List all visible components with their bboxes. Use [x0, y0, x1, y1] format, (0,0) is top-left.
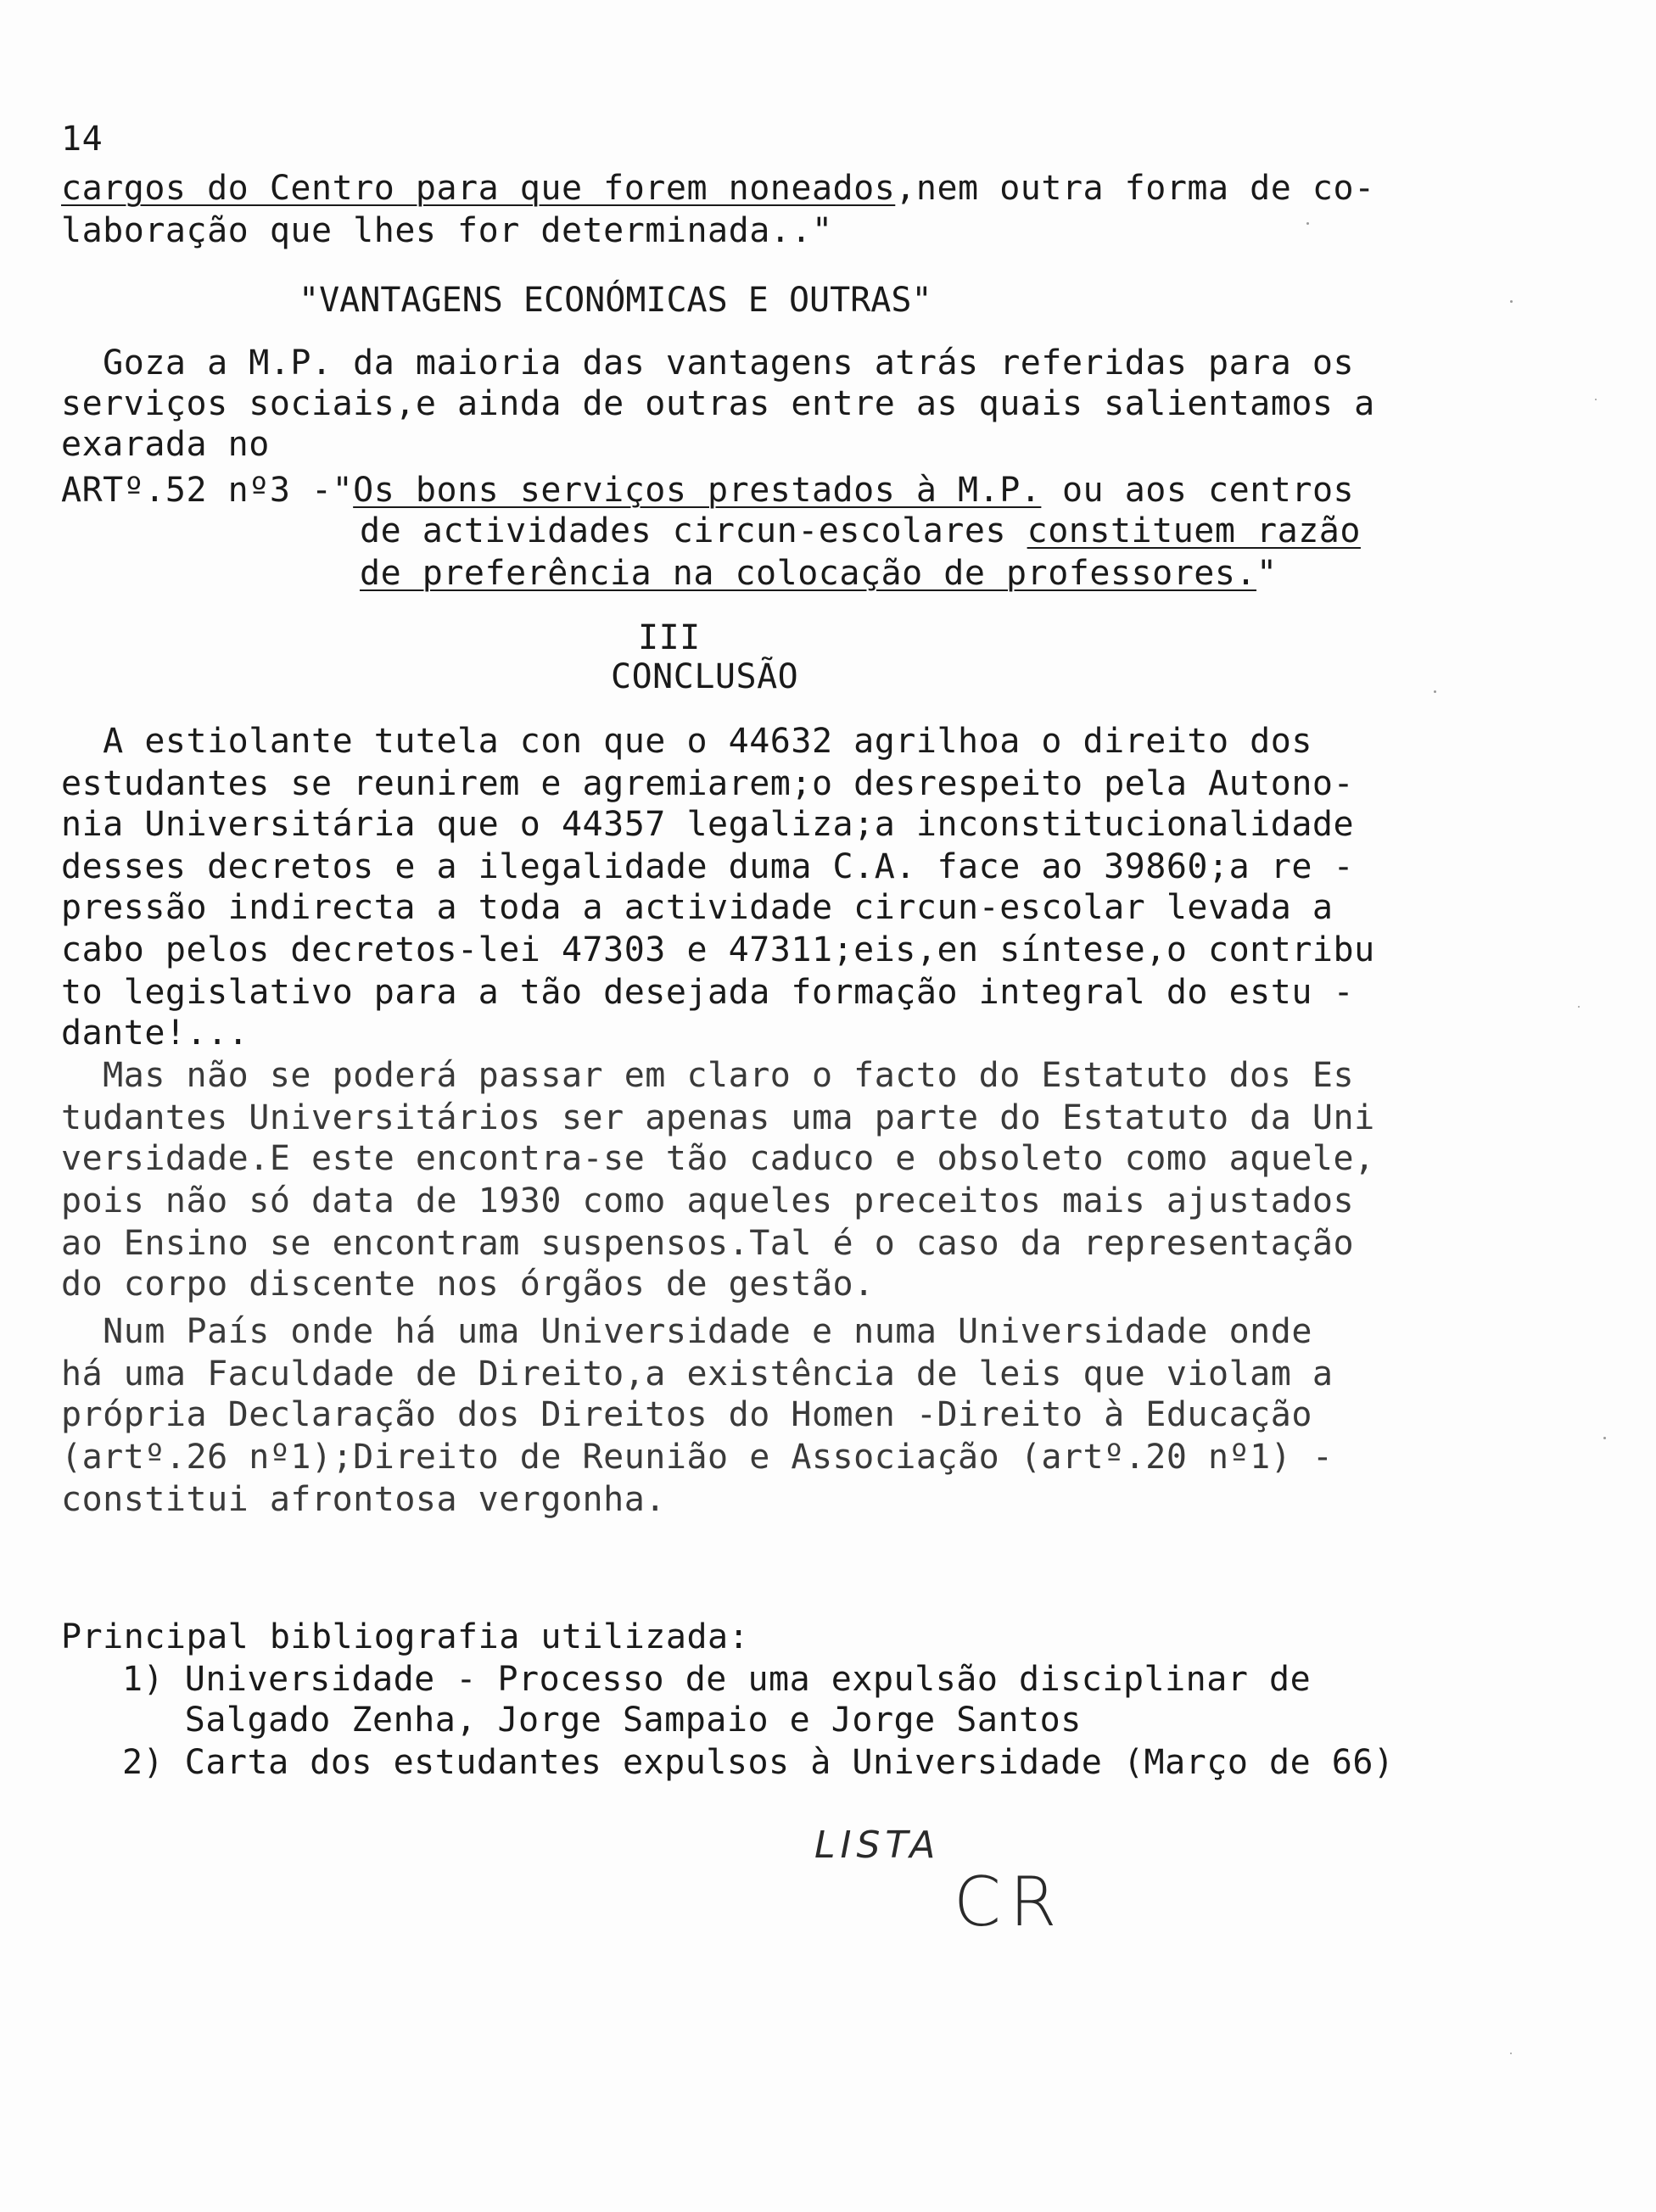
text-line: to legislativo para a tão desejada formação integral do estu - [61, 973, 1355, 1012]
text-line: pois não só data de 1930 como aqueles preceitos mais ajustados [61, 1181, 1355, 1221]
underlined-text: Os bons serviços prestados à M.P. [353, 471, 1042, 510]
text-line: Num País onde há uma Universidade e numa Universidade onde [61, 1312, 1312, 1351]
text-line: versidade.E este encontra-se tão caduco e obsoleto como aquele, [61, 1139, 1375, 1178]
page-number: 14 [61, 120, 104, 159]
underlined-text: constituem razão [1027, 511, 1361, 550]
text-line: serviços sociais,e ainda de outras entre as quais salientamos a [61, 384, 1375, 423]
text-line: tudantes Universitários ser apenas uma parte do Estatuto da Uni [61, 1098, 1375, 1137]
section-number: III [638, 618, 701, 657]
bibliography-item: 2) Carta dos estudantes expulsos à Universidade (Março de 66) [122, 1743, 1395, 1782]
scan-speck [1510, 2053, 1512, 2054]
scan-speck [1578, 1006, 1580, 1008]
article-ref: ARTº.52 nº3 -" [61, 471, 354, 510]
scan-speck [1603, 1437, 1606, 1439]
scan-speck [1434, 690, 1436, 693]
bibliography-title: Principal bibliografia utilizada: [61, 1617, 750, 1656]
handwritten-note: CR [954, 1863, 1066, 1941]
underlined-text: de preferência na colocação de professores. [360, 554, 1257, 593]
scan-speck [1510, 300, 1513, 303]
text-span: ,nem outra forma de co- [895, 169, 1375, 208]
text-line: Goza a M.P. da maioria das vantagens atrás referidas para os [61, 344, 1355, 383]
text-line: há uma Faculdade de Direito,a existência de leis que violam a [61, 1355, 1334, 1394]
text-line: constitui afrontosa vergonha. [61, 1480, 666, 1519]
text-line: estudantes se reunirem e agremiarem;o desrespeito pela Autono- [61, 764, 1355, 803]
bibliography-item: Salgado Zenha, Jorge Sampaio e Jorge Santos [122, 1701, 1082, 1740]
text-line: laboração que lhes for determinada.." [61, 211, 833, 250]
scan-speck [1306, 222, 1309, 225]
text-line: (artº.26 nº1);Direito de Reunião e Associação (artº.20 nº1) - [61, 1438, 1334, 1477]
text-line: do corpo discente nos órgãos de gestão. [61, 1265, 875, 1304]
text-line: própria Declaração dos Direitos do Homen -Direito à Educação [61, 1395, 1312, 1434]
text-line: nia Universitária que o 44357 legaliza;a inconstitucionalidade [61, 805, 1355, 844]
text-line: Mas não se poderá passar em claro o facto do Estatuto dos Es [61, 1056, 1355, 1095]
text-line: dante!... [61, 1014, 249, 1053]
scan-speck [1595, 399, 1597, 400]
text-line: pressão indirecta a toda a actividade circun-escolar levada a [61, 888, 1334, 927]
text-line: cabo pelos decretos-lei 47303 e 47311;eis,en síntese,o contribu [61, 930, 1375, 969]
text-span: de actividades circun-escolares [360, 511, 1027, 550]
section-heading: "VANTAGENS ECONÓMICAS E OUTRAS" [299, 281, 932, 320]
section-title: CONCLUSÃO [611, 657, 799, 696]
text-line: desses decretos e a ilegalidade duma C.A. face ao 39860;a re - [61, 847, 1355, 886]
text-line [360, 553, 1278, 594]
text-span: " [1256, 554, 1278, 593]
text-line [61, 470, 1354, 511]
bibliography-item: 1) Universidade - Processo de uma expulsão disciplinar de [122, 1660, 1312, 1699]
text-line: A estiolante tutela con que o 44632 agrilhoa o direito dos [61, 722, 1312, 761]
text-span: ou aos centros [1041, 471, 1355, 510]
handwritten-note: LISTA [814, 1824, 941, 1867]
text-line [360, 511, 1361, 551]
text-line [61, 168, 1375, 209]
underlined-text: cargos do Centro para que forem noneados [61, 169, 896, 208]
text-line: ao Ensino se encontram suspensos.Tal é o caso da representação [61, 1224, 1355, 1263]
text-line: exarada no [61, 425, 270, 464]
